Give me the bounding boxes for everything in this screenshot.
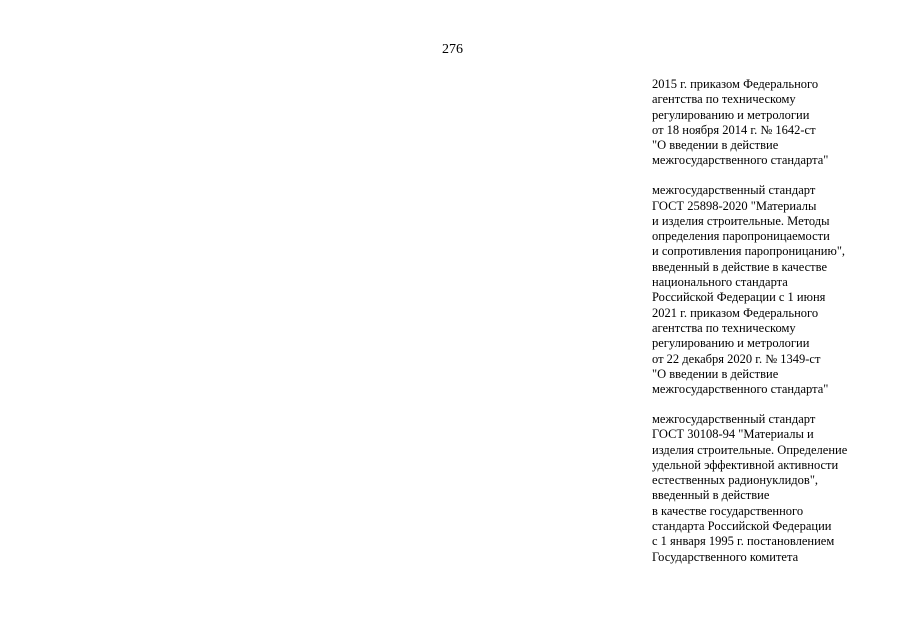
text-line: "О введении в действие (652, 138, 779, 153)
text-line: 2015 г. приказом Федерального (652, 77, 819, 91)
text-line: изделия строительные. Определение (652, 442, 848, 457)
paragraph (652, 77, 892, 169)
text-line: "О введении в действие (652, 366, 779, 381)
text-line: в качестве государственного (652, 503, 804, 518)
text-line: агентства по техническому (652, 320, 796, 335)
text-line: и изделия строительные. Методы (652, 213, 830, 228)
text-line: ГОСТ 30108-94 "Материалы и (652, 427, 814, 442)
text-line: введенный в действие в качестве (652, 259, 828, 274)
text-line: 2021 г. приказом Федерального (652, 305, 819, 320)
text-line: межгосударственный стандарт (652, 411, 816, 426)
text-line: межгосударственного стандарта" (652, 153, 829, 168)
text-line: от 18 ноября 2014 г. № 1642-ст (652, 122, 816, 137)
page-number: 276 (442, 42, 463, 57)
text-line: удельной эффективной активности (652, 457, 839, 472)
paragraph (652, 412, 892, 565)
text-line: введенный в действие (652, 488, 770, 503)
text-line: межгосударственного стандарта" (652, 382, 829, 397)
text-line: и сопротивления паропроницанию", (652, 244, 846, 259)
text-line: Российской Федерации с 1 июня (652, 290, 826, 305)
text-line: ГОСТ 25898-2020 "Материалы (652, 198, 817, 213)
text-line: от 22 декабря 2020 г. № 1349-ст (652, 351, 821, 366)
text-line: стандарта Российской Федерации (652, 519, 832, 534)
text-line: межгосударственный стандарт (652, 183, 816, 198)
text-line: естественных радионуклидов", (652, 473, 819, 488)
paragraph (652, 183, 892, 397)
text-column (652, 77, 892, 565)
text-line: регулированию и метрологии (652, 336, 810, 351)
text-line: с 1 января 1995 г. постановлением (652, 534, 835, 549)
text-line: Государственного комитета (652, 549, 799, 564)
text-line: агентства по техническому (652, 92, 796, 107)
text-line: регулированию и метрологии (652, 107, 810, 122)
text-line: национального стандарта (652, 275, 788, 290)
text-line: определения паропроницаемости (652, 229, 830, 244)
